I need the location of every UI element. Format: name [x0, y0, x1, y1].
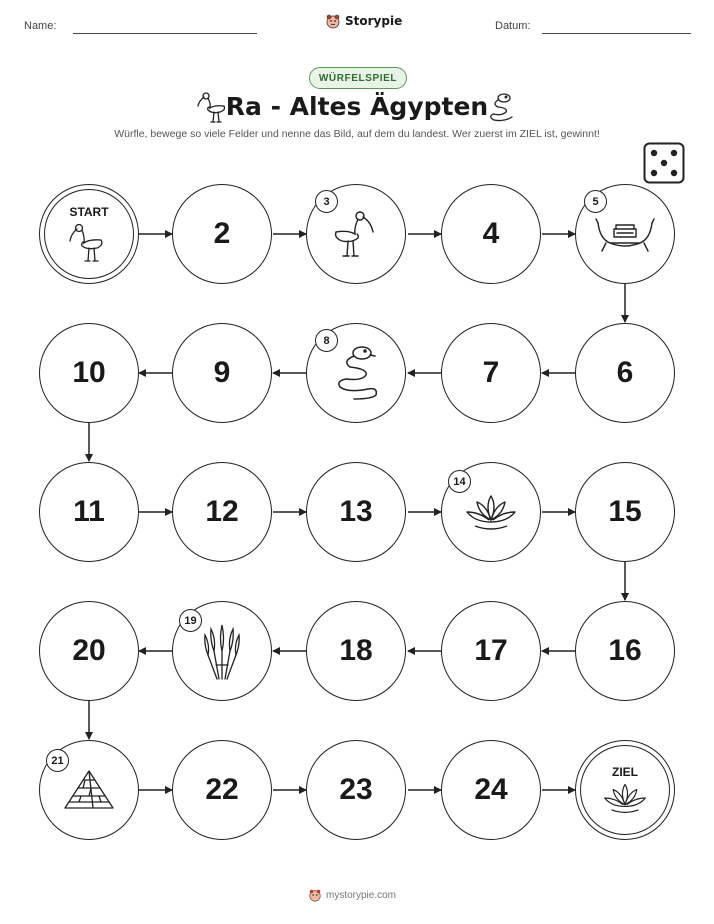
ibis-icon	[67, 221, 111, 263]
field-number: 24	[474, 773, 508, 806]
field-number: 9	[213, 356, 231, 389]
ibis-icon	[328, 206, 384, 262]
field-18[interactable]	[306, 601, 406, 701]
field-number: 6	[616, 356, 634, 389]
field-10[interactable]	[39, 323, 139, 423]
field-24[interactable]	[441, 740, 541, 840]
field-number: 16	[608, 634, 642, 667]
instructions: Würfle, bewege so viele Felder und nenne das Bild, auf dem du landest. Wer zuerst im ZIEL ist, gewinnt!	[114, 128, 600, 140]
field-13[interactable]	[306, 462, 406, 562]
goal-label: ZIEL	[612, 765, 638, 779]
field-22[interactable]	[172, 740, 272, 840]
field-9[interactable]	[172, 323, 272, 423]
field-number: 7	[482, 356, 500, 389]
field-20[interactable]	[39, 601, 139, 701]
field-16[interactable]	[575, 601, 675, 701]
field-11[interactable]	[39, 462, 139, 562]
pyramid-icon	[61, 768, 117, 812]
field-21-badge: 21	[46, 749, 69, 772]
field-19-badge: 19	[179, 609, 202, 632]
field-2[interactable]	[172, 184, 272, 284]
storypie-mascot-icon	[308, 888, 322, 902]
field-number: 18	[339, 634, 373, 667]
field-number: 10	[72, 356, 106, 389]
lotus-icon	[603, 781, 647, 815]
field-number: 11	[73, 495, 105, 528]
field-number: 15	[608, 495, 642, 528]
goal-field[interactable]	[575, 740, 675, 840]
wheat-icon	[202, 621, 242, 681]
field-6[interactable]	[575, 323, 675, 423]
footer-url[interactable]: mystorypie.com	[326, 889, 397, 901]
field-number: 17	[474, 634, 508, 667]
date-label: Datum:	[495, 20, 531, 32]
boat-icon	[594, 213, 656, 255]
field-number: 20	[72, 634, 106, 667]
lotus-icon	[465, 492, 517, 532]
start-label: START	[69, 205, 109, 219]
field-8-badge: 8	[315, 329, 338, 352]
footer	[308, 888, 396, 902]
field-5-badge: 5	[584, 190, 607, 213]
field-3-badge: 3	[315, 190, 338, 213]
start-field[interactable]	[39, 184, 139, 284]
field-23[interactable]	[306, 740, 406, 840]
field-4[interactable]	[441, 184, 541, 284]
field-17[interactable]	[441, 601, 541, 701]
name-label: Name:	[24, 20, 57, 32]
field-number: 13	[339, 495, 373, 528]
field-number: 2	[213, 217, 231, 250]
snake-icon	[328, 343, 384, 403]
game-type-badge: WÜRFELSPIEL	[309, 67, 407, 89]
field-number: 12	[205, 495, 239, 528]
field-7[interactable]	[441, 323, 541, 423]
field-number: 23	[339, 773, 373, 806]
brand-name: Storypie	[345, 14, 403, 28]
field-14-badge: 14	[448, 470, 471, 493]
field-number: 22	[205, 773, 239, 806]
field-15[interactable]	[575, 462, 675, 562]
page-title: Ra - Altes Ägypten	[225, 92, 489, 121]
field-12[interactable]	[172, 462, 272, 562]
field-number: 4	[482, 217, 500, 250]
